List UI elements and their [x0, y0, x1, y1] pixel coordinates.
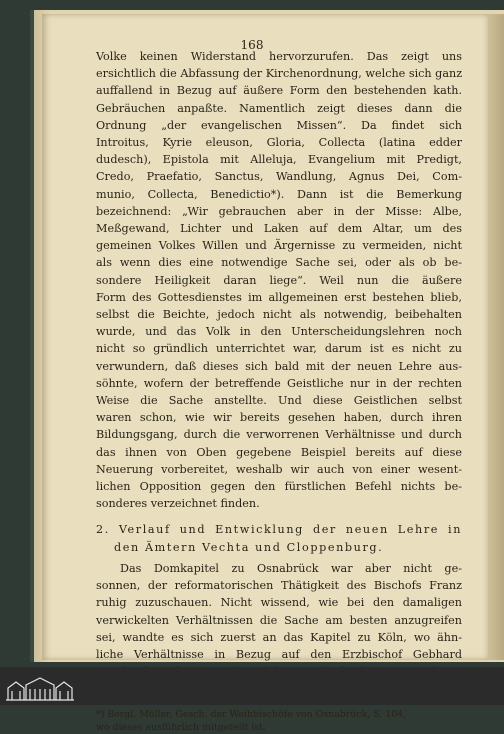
page-edge — [488, 14, 504, 660]
paragraph1-line: Bildungsgang, durch die verworrenen Verhältnisse und durch — [96, 428, 462, 442]
library-building-icon — [4, 676, 76, 702]
paragraph1-line: Neuerung vorbereitet, weshalb wir auch von einer wesent- — [96, 462, 462, 476]
paragraph2-line: liche Verhältnisse in Bezug auf den Erzbischof Gebhard — [96, 647, 462, 661]
paragraph1-line: auffallend in Bezug auf äußere Form den bestehenden kath. — [96, 84, 462, 98]
paragraph1-line: gemeinen Volkes Willen und Ärgernisse zu vermeiden, nicht — [96, 239, 462, 253]
paragraph2-line: sei, wandte es sich zuerst an das Kapitel zu Köln, wo ähn- — [96, 630, 462, 644]
footnote-line: wo dieses ausführlich mitgeteilt ist. — [96, 721, 266, 733]
paragraph1-line: waren schon, wie wir bereits gesehen haben, durch ihren — [96, 411, 462, 425]
paragraph1-line: söhnte, wofern der betreffende Geistliche nur in der rechten — [96, 376, 462, 390]
paragraph1-line: wurde, und das Volk in den Unterscheidungslehren noch — [96, 325, 462, 339]
paragraph1-line: ersichtlich die Abfassung der Kirchenordnung, welche sich ganz — [96, 67, 463, 81]
paragraph2-line: Das Domkapitel zu Osnabrück war aber nicht ge- — [120, 561, 462, 575]
paragraph1-line: sondere Heiligkeit daran liege“. Weil nun die äußere — [96, 273, 462, 287]
paragraph1-line: Meßgewand, Lichter und Laken auf dem Altar, um des — [96, 222, 462, 236]
paragraph2-line: ruhig zuzuschauen. Nicht wissend, wie bei den damaligen — [96, 596, 462, 610]
paragraph1-line: verwundern, daß dieses sich bald mit der neuen Lehre aus- — [96, 359, 462, 373]
paragraph1-line: nicht so gründlich unterrichtet war, darum ist es nicht zu — [96, 342, 462, 356]
paragraph1-line: Gebräuchen anpaßte. Namentlich zeigt dieses dann die — [96, 101, 462, 115]
paragraph1-line: dudesch), Epistola mit Alleluja, Evangelium mit Predigt, — [96, 153, 462, 167]
paragraph1-line: selbst die Beichte, jedoch nicht als notwendig, beibehalten — [96, 308, 462, 322]
footnote — [96, 708, 462, 734]
paragraph1-line: lichen Opposition gegen den fürstlichen Befehl nichts be- — [96, 480, 462, 494]
page-number: 168 — [240, 38, 264, 52]
section-heading-line: 2. Verlauf und Entwicklung der neuen Lehre in — [96, 523, 462, 537]
paragraph1-line: munio, Collecta, Benedictio*). Dann ist die Bemerkung — [96, 187, 462, 201]
paragraph1-line: Volke keinen Widerstand hervorzurufen. Das zeigt uns — [96, 50, 462, 63]
footnote-line: *) Bergl. Möller, Gesch. der Weihbischöfe von Osnabrück, S. 104, — [96, 708, 407, 720]
paragraph1-line: bezeichnend: „Wir gebrauchen aber in der Misse: Albe, — [96, 204, 462, 218]
section-heading-line: den Ämtern Vechta und Cloppenburg. — [114, 540, 384, 554]
paragraph1-line: Form des Gottesdienstes im allgemeinen erst bestehen blieb, — [96, 290, 462, 304]
paragraph1-line: Introitus, Kyrie eleuson, Gloria, Collecta (latina edder — [96, 136, 462, 150]
paragraph1-line: das ihnen von Oben gegebene Beispiel bereits auf diese — [96, 445, 462, 459]
paragraph1-line: Ordnung „der evangelischen Missen“. Da findet sich — [96, 118, 462, 132]
paragraph2-line: verwickelten Verhältnissen die Sache am besten anzugreifen — [96, 613, 462, 627]
section-heading — [96, 521, 462, 555]
paragraph2-line: sonnen, der reformatorischen Thätigkeit des Bischofs Franz — [96, 579, 462, 593]
paragraph1-line: Credo, Praefatio, Sanctus, Wandlung, Agnus Dei, Com- — [96, 170, 462, 184]
paragraph1-line: als wenn dies eine notwendige Sache sei, oder als ob be- — [96, 256, 462, 270]
paragraph1-line: sonderes verzeichnet finden. — [96, 497, 260, 511]
page-text — [96, 48, 462, 734]
paragraph-1 — [96, 48, 462, 512]
paragraph1-line: Weise die Sache anstellte. Und diese Geistlichen selbst — [96, 394, 462, 408]
